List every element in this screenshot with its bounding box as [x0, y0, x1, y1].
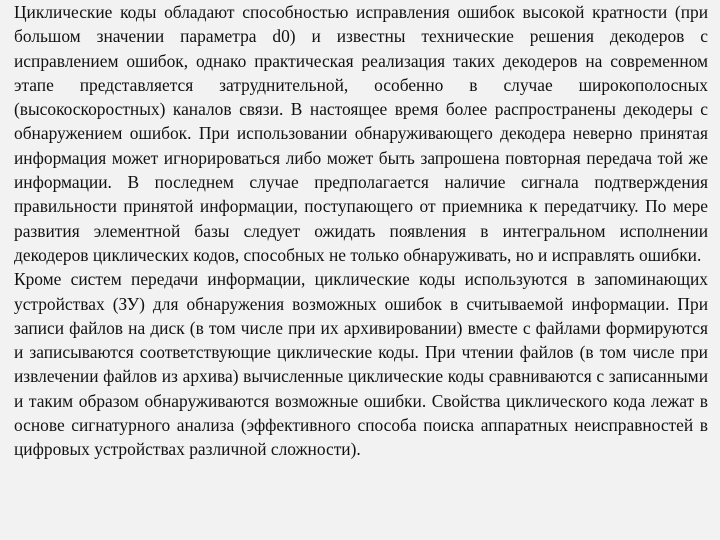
document-body	[14, 0, 708, 462]
paragraph-storage: Кроме систем передачи информации, циклические коды используются в запоминающих устройствах (ЗУ) для обнаружения возможных ошибок в считываемой информации. При записи файлов на диск (в том числе при их архивировании) вместе с файлами формируются и записываются соответствующие циклические коды. При чтении файлов (в том числе при извлечении файлов из архива) вычисленные циклические коды сравниваются с записанными и таким образом обнаруживаются возможные ошибки. Свойства циклического кода лежат в основе сигнатурного анализа (эффективного способа поиска аппаратных неисправностей в цифровых устройствах различной сложности).	[14, 269, 708, 460]
paragraph-decoders: Циклические коды обладают способностью исправления ошибок высокой кратности (при большом значении параметра d0) и известны технические решения декодеров с исправлением ошибок, однако практическая реализация таких декодеров на современном этапе представляется затруднительной, особенно в случае широкополосных (высокоскоростных) каналов связи. В настоящее время более распространены декодеры с обнаружением ошибок. При использовании обнаруживающего декодера неверно принятая информация может игнорироваться либо может быть запрошена повторная передача той же информации. В последнем случае предполагается наличие сигнала подтверждения правильности принятой информации, поступающего от приемника к передатчику. По мере развития элементной базы следует ожидать появления в интегральном исполнении декодеров циклических кодов, способных не только обнаруживать, но и исправлять ошибки.	[14, 2, 708, 265]
